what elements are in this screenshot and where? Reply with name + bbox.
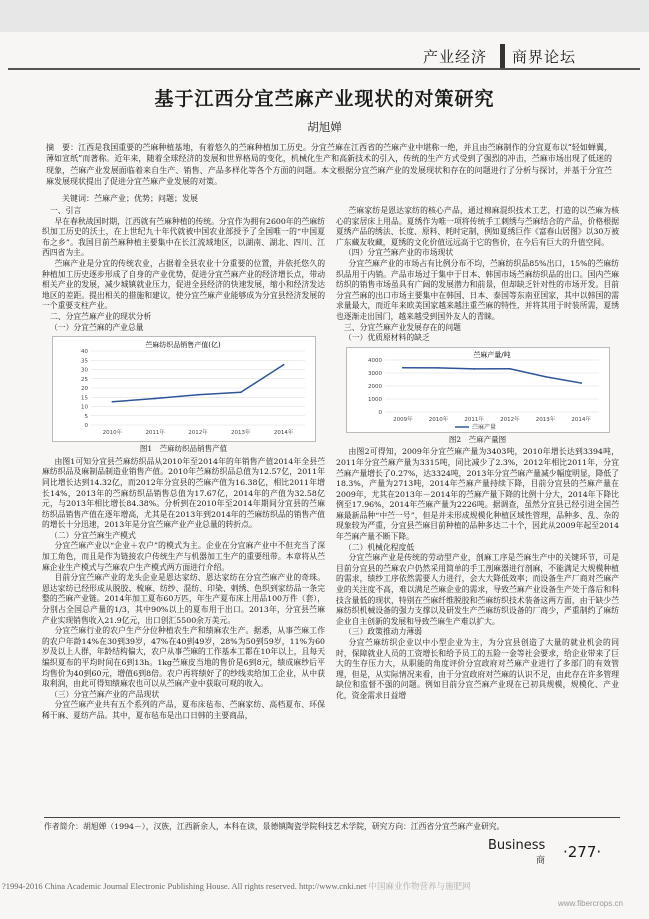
figure-1-svg xyxy=(53,337,315,441)
copyright-text: ?1994-2016 China Academic Journal Electronic Publishing House. All rights reserved. xyxy=(2,881,297,891)
paragraph: 由图1可知分宜县苎麻纺织品从2010年至2014年的年销售产值2014年全县苎麻纺织品及麻制品制造业销售产值。2010年苎麻纺织品总值为12.57亿，2011年同比增长达到14.32亿，而2012年分宜县的苎麻产值为16.38亿，相比2011年增长14%，2013年的苎麻纺织品销售总值为17.67亿，2014年的产值为32.58亿元，与2013年相比增长84.38%。分析到在2010年至2014年期间分宜县的苎麻纺织品销售产值在逐年增高，尤其是在2013年到2014年的苎麻纺织品的销售产值的增长十分迅速，2013年是分宜苎麻产业产业总量的转折点。 xyxy=(42,456,325,530)
x-tick-label: 2014年 xyxy=(571,416,591,423)
paragraph: 苎麻家纺是恩达家纺的核心产品，通过棉麻混织技术工艺，打造的以苎麻为核心的家居床上用品。夏绣作为唯一项将传统手工刺绣与苎麻结合的产品，价格根据夏绣产品的绣法、长度、原料、耗时定制，例如夏绣巨作《富春山居图》以30万被广东藏友收藏，夏绣的文化价值远远高于它的售价，在今后有巨大的升值空间。 xyxy=(336,206,619,247)
header-divider xyxy=(500,44,505,68)
y-tick-label: 40 xyxy=(81,349,88,356)
x-tick-label: 2011年 xyxy=(464,416,484,423)
x-tick-label: 2010年 xyxy=(102,430,123,437)
series-line xyxy=(403,367,581,382)
site-url[interactable]: http://www.cnki.net xyxy=(298,881,367,891)
y-tick-label: 3000 xyxy=(368,370,382,377)
abstract: 摘 要：江西是我国重要的苎麻种植基地，有着悠久的苎麻种植加工历史。分宜苎麻在江西省的苎麻产业中堪称一绝，并且由苎麻制作的分宜夏布以“轻如蝉翼，薄如宣纸”而著称。近年来，随着全球经济的发展和世界格局的变化，机械化生产和高新技术的引入，传统的生产方式受到了强烈的冲击，苎麻市场出现了低迷的现象，苎麻产业发展面临着来自生产、销售、产品多样化等各个方面的问题。本文根据分宜苎麻产业的发展现状和存在的问题进行了分析与探讨，并基于分宜苎麻发展现状提出了促进分宜苎麻产业发展的对策。 xyxy=(46,143,612,186)
paragraph: 由图2可得知，2009年分宜苎麻产量为3403吨，2010年增长达到3394吨，2011年分宜苎麻产量为3315吨，同比减少了2.3%，2012年相比2011年，分宜苎麻产量增长了0.27%，达3324吨，2013年分宜苎麻产量减少幅度明显，降低了18.3%，产量为2713吨，2014年苎麻产量持续下降，目前分宜县的苎麻产量在2009年，尤其在2013年－2014年的苎麻产量下降的比例十分大，2014年下降比例至17.96%，2014年苎麻产量为2226吨。据调查，虽然分宜县已经引进全国苎麻最新品种“中苎一号”，但是并未形成规模化种植区域性管理，品种多、乱、杂的现象较为严重，分宜县苎麻目前种植的品种多达二十个，因此从2009年起至2014年苎麻产量不断下降。 xyxy=(336,447,619,542)
y-tick-label: 10 xyxy=(81,404,88,411)
figure-1-chart xyxy=(52,336,316,442)
heading-intro: 一、引言 xyxy=(50,206,82,215)
author-footnote: 作者简介：胡旭婵（1994－），汉族，江西新余人，本科在读，景德镇陶瓷学院科技艺术学院，研究方向：江西省分宜苎麻产业研究。 xyxy=(44,817,620,832)
keywords: 关键词：苎麻产业；优势；问题；发展 xyxy=(62,194,198,203)
data-point xyxy=(112,401,114,403)
article-author: 胡旭婵 xyxy=(307,120,342,134)
heading-section-3: 三、分宜苎麻产业发展存在的问题 xyxy=(344,322,461,332)
x-tick-label: 2013年 xyxy=(231,430,251,437)
x-tick-label: 2010年 xyxy=(428,416,449,423)
x-tick-label: 2013年 xyxy=(535,416,556,423)
data-point xyxy=(402,367,404,369)
data-point xyxy=(545,376,547,378)
copyright-line xyxy=(0,880,649,892)
data-point xyxy=(197,394,199,396)
data-point xyxy=(438,367,440,369)
running-header xyxy=(0,44,649,70)
paragraph: 分宜苎麻纺织企业以中小型企业为主，为分宜县创造了大量的就业机会的同时，保障就业人员的工资增长和给予员工的五险一金等社会要求，给企业带来了巨大的生存压力大，从职能的角度评价分宜政府对苎麻产业进行了多部门的有效管理，但是，从实际情况来看，由于分宜政府对苎麻的认识不足，由此存在许多管理缺位和监督不强的问题。例如目前分宜苎麻产业现在已初具规模，规模化、产业化，资金需求日益增 xyxy=(336,638,619,700)
y-tick-label: 35 xyxy=(81,358,88,365)
series-line xyxy=(112,365,283,402)
y-tick-label: 2000 xyxy=(368,383,382,390)
heading-subsection: （一）分宜苎麻的产业总量 xyxy=(50,322,144,332)
y-tick-label: 4000 xyxy=(368,357,382,364)
paragraph: 分宜苎麻产业的市场占有比例分布不均，苎麻纺织品85%出口，15%的苎麻纺织品用于内销。产品市场过于集中于日本、韩国市场苎麻纺织品的出口。国内苎麻纺织的销售市场虽具有广阔的发展潜力和前景，但却缺乏针对性的市场开发。目前分宜苎麻的出口市场主要集中在韩国、日本、泰国等东南亚国家，其中以韩国的需求量最大，而近年来欧美国家越来越注重苎麻的特性，并将其用于时装所需，夏绣也逐渐走出国门，越来越受到国外友人的青睐。 xyxy=(336,258,619,321)
legend-label: 苎麻产量 xyxy=(472,423,497,431)
figure-1-caption: 图1 苎麻纺织品销售产值 xyxy=(139,444,228,454)
chart-title: 苎麻产量/吨 xyxy=(473,350,511,359)
paragraph: 分宜苎麻产业以“企业＋农户”的模式为主。企业在分宜麻产业中不但充当了深加工角色，而且是作为链接农户传统生产与机器加工生产的重要纽带。本章将从苎麻企业生产模式与苎麻农户生产模式两方面进行介绍。 xyxy=(42,541,325,572)
y-tick-label: 1000 xyxy=(368,396,382,403)
y-tick-label: 25 xyxy=(81,376,88,383)
y-tick-label: 30 xyxy=(81,367,88,374)
x-tick-label: 2009年 xyxy=(393,416,413,423)
figure-2-chart xyxy=(346,347,610,433)
page-number: ·277· xyxy=(563,843,602,861)
heading-subsection: （一）优质原材料的缺乏 xyxy=(344,333,430,343)
y-tick-label: 20 xyxy=(81,386,88,393)
heading-subsection: （三）政策推动力薄弱 xyxy=(344,627,422,637)
heading-subsection: （二）机械化程度低 xyxy=(344,542,415,552)
paragraph: 分宜苎麻行业的农户生产分位种植农生产和绩麻农生产。据悉，从事苎麻工作的农户年龄14%在30到39岁，47%在40到49岁，28%为50到59岁，11%为60岁及以上人群，年龄结构偏大，农户从事苎麻的工作基本工都在10年以上，且每天编织夏布的平均时间在6到13h。1kg苎麻皮当地的售价是6到8元，绩成麻纱后平均售价为40到60元，增值6到8倍。农户再将绩好了的纱线卖给加工企业，从中获取利润，由此可得知绩麻农也可以从苎麻产业中获取可观的收入。 xyxy=(42,626,325,689)
left-column xyxy=(42,206,325,722)
magazine-name: Business xyxy=(488,838,546,853)
chart-title: 苎麻纺织品销售产值(亿) xyxy=(145,341,221,350)
paragraph: 分宜苎麻产业是传统的劳动型产业，剖麻工序是苎麻生产中的关键环节，可是目前分宜县的苎麻农户仍然采用简单的手工剖麻器进行剖麻，不能满足大规模种植的需求，绩纱工序依然需要人力进行，会大大降低效率；而设备生产厂商对苎麻产业的关注度不高，难以满足苎麻企业的需求，导致苎麻产业设备生产处于落后和科技含量低的现状，特别在苎麻纤维脱胶和苎麻纺织技术装备这两方面，由于缺少苎麻纺织机械设备的强力支撑以及研发生产苎麻纺织设备的厂商少，严重制约了麻纺企业自主创新的发展和导致苎麻生产难以扩大。 xyxy=(336,553,619,626)
y-tick-label: 0 xyxy=(84,423,88,430)
magazine-name-cn: 商 xyxy=(536,856,546,866)
heading-subsection: （三）分宜苎麻产业的产品现状 xyxy=(50,689,160,699)
paragraph: 苎麻产业是分宜的传统农业，占据着全县农业十分重要的位置，并依托悠久的种植加工历史逐步形成了自身的产业优势，促进分宜苎麻产业的经济增长点，带动相关产业的发展，减少城镇就业压力，促进全县经济的快速发展，缩小和经济发达地区的差距。提出相关的措施和建议，使分宜苎麻产业能够成为分宜县经济发展的一个重要支柱产业。 xyxy=(42,258,325,311)
data-point xyxy=(473,368,475,370)
x-tick-label: 2012年 xyxy=(500,416,520,423)
x-tick-label: 2014年 xyxy=(273,430,294,437)
article-title: 基于江西分宜苎麻产业现状的对策研究 xyxy=(154,88,495,110)
watermark-text: 中国麻业作物营养与施肥网 xyxy=(368,881,471,891)
figure-2-svg xyxy=(347,348,609,432)
figure-2-caption: 图2 苎麻产量图 xyxy=(448,434,507,444)
data-point xyxy=(154,398,156,400)
heading-subsection: （二）分宜苎麻生产模式 xyxy=(50,530,136,540)
paragraph: 分宜苎麻产业共有五个系列的产品，夏布床毡布、苎麻家纺、高档夏布、环保稀干麻、夏纺产品。其中，夏布毡布是出口日韩的主要商品， xyxy=(42,700,325,720)
heading-subsection: （四）分宜苎麻产业的市场现状 xyxy=(344,248,454,258)
x-tick-label: 2012年 xyxy=(188,430,208,437)
paragraph: 早在春秋战国时期，江西就有苎麻种植的传统。分宜作为拥有2600年的苎麻纺织加工历史的沃土，在上世纪九十年代就被中国农业部授予了全国唯一的“中国夏布之乡”。我国目前苎麻种植主要集中在长江流域地区，以湖南、湖北、四川、江西四省为主。 xyxy=(42,216,325,258)
data-point xyxy=(240,392,242,394)
data-point xyxy=(509,368,511,370)
section-label-left: 产业经济 xyxy=(423,48,488,66)
right-column xyxy=(336,206,619,702)
data-point xyxy=(580,382,582,384)
top-band xyxy=(0,0,649,32)
paragraph: 目前分宜苎麻产业的龙头企业是恩达家纺、恩达家纺在分宜苎麻产业的奇珠。恩达家纺已经形成从脱胶、梳麻、纺纱、混纺、印染、剌绣、色织到家纺品一条完整的苎麻产业链。2014年加工夏布60万匹，年生产夏布床上用品100万件（套），分别占全国总产量的1/3，其中90%以上的夏布用于出口。2013年，分宜县苎麻产业实现销售收入21.9亿元，出口创汇5500余万美元。 xyxy=(42,573,325,625)
watermark-url[interactable]: www.fibercrops.cn xyxy=(558,899,623,908)
y-tick-label: 15 xyxy=(81,395,88,402)
heading-section-2: 二、分宜苎麻产业的现状分析 xyxy=(50,311,152,321)
section-label-right: 商界论坛 xyxy=(512,48,577,66)
x-tick-label: 2011年 xyxy=(145,430,165,437)
y-tick-label: 5 xyxy=(84,413,88,420)
y-tick-label: 0 xyxy=(378,409,382,416)
header-rule xyxy=(8,68,640,70)
data-point xyxy=(283,364,285,366)
